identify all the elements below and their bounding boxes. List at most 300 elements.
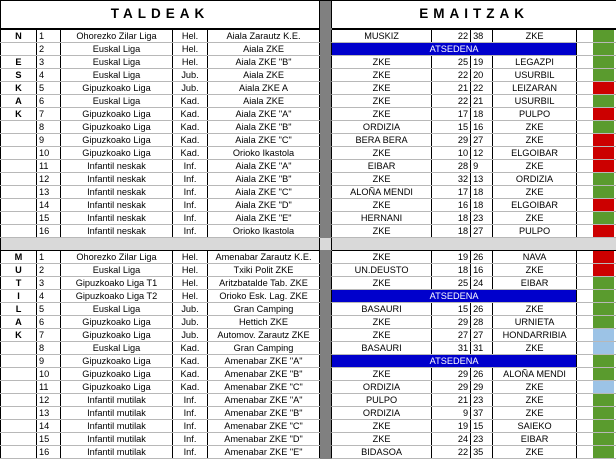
gap-cell-left xyxy=(1,237,320,250)
team-name: Orioko Esk. Lag. ZKE xyxy=(208,289,320,302)
category: Inf. xyxy=(173,432,208,445)
league-name: Infantil neskak xyxy=(61,185,173,198)
table-row xyxy=(1,81,616,94)
results-table-body xyxy=(1,1,616,459)
away-score: 38 xyxy=(471,29,493,43)
category: Jub. xyxy=(173,302,208,315)
result-indicator xyxy=(577,94,616,107)
result-indicator xyxy=(577,107,616,120)
team-name: Aiala ZKE "B" xyxy=(208,55,320,68)
result-indicator xyxy=(577,55,616,68)
table-row xyxy=(1,159,616,172)
category: Inf. xyxy=(173,393,208,406)
row-number: 5 xyxy=(37,302,61,315)
column-separator xyxy=(320,315,332,328)
category: Kad. xyxy=(173,133,208,146)
away-team: ZKE xyxy=(493,159,577,172)
league-name: Gipuzkoako Liga xyxy=(61,81,173,94)
row-number: 3 xyxy=(37,276,61,289)
result-color-bar xyxy=(593,342,614,354)
home-score: 22 xyxy=(432,68,471,81)
team-name: Automov. Zarautz ZKE xyxy=(208,328,320,341)
column-separator xyxy=(320,432,332,445)
home-score: 18 xyxy=(432,211,471,224)
side-letter xyxy=(1,185,37,198)
team-name: Aiala ZKE "C" xyxy=(208,185,320,198)
side-letter xyxy=(1,120,37,133)
column-separator xyxy=(320,55,332,68)
block-gap-row xyxy=(1,237,616,250)
result-indicator xyxy=(577,328,616,341)
row-number: 12 xyxy=(37,393,61,406)
league-name: Infantil neskak xyxy=(61,198,173,211)
team-name: Amenabar ZKE "C" xyxy=(208,419,320,432)
home-team: ZKE xyxy=(332,81,432,94)
away-score: 16 xyxy=(471,263,493,276)
table-row xyxy=(1,250,616,263)
column-separator xyxy=(320,133,332,146)
category: Hel. xyxy=(173,29,208,43)
away-team: URNIETA xyxy=(493,315,577,328)
table-row xyxy=(1,185,616,198)
row-number: 15 xyxy=(37,211,61,224)
side-letter xyxy=(1,146,37,159)
side-letter: I xyxy=(1,289,37,302)
away-team: LEGAZPI xyxy=(493,55,577,68)
league-name: Gipuzkoako Liga T2 xyxy=(61,289,173,302)
home-team: ORDIZIA xyxy=(332,380,432,393)
category: Inf. xyxy=(173,445,208,458)
result-indicator xyxy=(577,224,616,237)
column-separator xyxy=(320,367,332,380)
column-separator xyxy=(320,328,332,341)
away-score: 26 xyxy=(471,250,493,263)
result-indicator xyxy=(577,133,616,146)
column-separator xyxy=(320,159,332,172)
home-score: 19 xyxy=(432,419,471,432)
team-name: Aiala ZKE xyxy=(208,94,320,107)
result-indicator xyxy=(577,380,616,393)
home-score: 17 xyxy=(432,107,471,120)
category: Kad. xyxy=(173,367,208,380)
side-letter: E xyxy=(1,55,37,68)
table-row xyxy=(1,419,616,432)
row-number: 7 xyxy=(37,107,61,120)
category: Hel. xyxy=(173,55,208,68)
home-team: ALOÑA MENDI xyxy=(332,185,432,198)
league-name: Infantil mutilak xyxy=(61,445,173,458)
home-team: UN.DEUSTO xyxy=(332,263,432,276)
home-team: ZKE xyxy=(332,224,432,237)
column-separator xyxy=(320,354,332,367)
column-separator xyxy=(320,341,332,354)
team-name: Amenabar ZKE "D" xyxy=(208,432,320,445)
home-team: ZKE xyxy=(332,328,432,341)
league-name: Gipuzkoako Liga xyxy=(61,354,173,367)
team-name: Aiala ZKE "A" xyxy=(208,159,320,172)
row-number: 10 xyxy=(37,367,61,380)
away-team: ALOÑA MENDI xyxy=(493,367,577,380)
away-team: HONDARRIBIA xyxy=(493,328,577,341)
home-score: 29 xyxy=(432,380,471,393)
away-score: 27 xyxy=(471,224,493,237)
away-score: 28 xyxy=(471,315,493,328)
category: Inf. xyxy=(173,406,208,419)
result-color-bar xyxy=(593,82,614,94)
league-name: Gipuzkoako Liga xyxy=(61,328,173,341)
home-score: 22 xyxy=(432,29,471,43)
home-score: 31 xyxy=(432,341,471,354)
side-letter: L xyxy=(1,302,37,315)
category: Jub. xyxy=(173,81,208,94)
league-name: Infantil neskak xyxy=(61,159,173,172)
result-indicator xyxy=(577,159,616,172)
team-name: Aritzbatalde Tab. ZKE xyxy=(208,276,320,289)
column-separator xyxy=(320,302,332,315)
away-team: ZKE xyxy=(493,120,577,133)
column-separator xyxy=(320,419,332,432)
table-row xyxy=(1,120,616,133)
away-score: 18 xyxy=(471,107,493,120)
table-row xyxy=(1,224,616,237)
result-indicator xyxy=(577,445,616,458)
league-name: Gipuzkoako Liga T1 xyxy=(61,276,173,289)
away-score: 37 xyxy=(471,406,493,419)
table-row xyxy=(1,445,616,458)
side-letter: K xyxy=(1,107,37,120)
row-number: 14 xyxy=(37,419,61,432)
home-team: ZKE xyxy=(332,107,432,120)
category: Jub. xyxy=(173,315,208,328)
category: Kad. xyxy=(173,94,208,107)
result-indicator xyxy=(577,185,616,198)
category: Kad. xyxy=(173,107,208,120)
away-team: ZKE xyxy=(493,185,577,198)
row-number: 7 xyxy=(37,328,61,341)
away-team: ELGOIBAR xyxy=(493,146,577,159)
column-separator xyxy=(320,224,332,237)
result-color-bar xyxy=(593,407,614,419)
result-indicator xyxy=(577,341,616,354)
team-name: Gran Camping xyxy=(208,341,320,354)
row-number: 8 xyxy=(37,120,61,133)
column-separator xyxy=(320,146,332,159)
result-indicator xyxy=(577,211,616,224)
table-row xyxy=(1,341,616,354)
home-team: ZKE xyxy=(332,146,432,159)
home-score: 19 xyxy=(432,250,471,263)
away-team: ZKE xyxy=(493,341,577,354)
column-separator xyxy=(320,393,332,406)
column-separator xyxy=(320,263,332,276)
away-team: ELGOIBAR xyxy=(493,198,577,211)
result-indicator xyxy=(577,250,616,263)
away-team: PULPO xyxy=(493,224,577,237)
home-team: HERNANI xyxy=(332,211,432,224)
away-score: 15 xyxy=(471,419,493,432)
result-color-bar xyxy=(593,212,614,224)
result-color-bar xyxy=(593,186,614,198)
category: Inf. xyxy=(173,198,208,211)
home-score: 10 xyxy=(432,146,471,159)
row-number: 1 xyxy=(37,29,61,43)
table-row xyxy=(1,68,616,81)
team-name: Gran Camping xyxy=(208,302,320,315)
table-row xyxy=(1,172,616,185)
row-number: 9 xyxy=(37,354,61,367)
away-score: 16 xyxy=(471,120,493,133)
result-color-bar xyxy=(593,147,614,159)
away-score: 18 xyxy=(471,185,493,198)
team-name: Aiala Zarautz K.E. xyxy=(208,29,320,43)
row-number: 5 xyxy=(37,81,61,94)
league-name: Ohorezko Zilar Liga xyxy=(61,250,173,263)
side-letter: A xyxy=(1,315,37,328)
side-letter xyxy=(1,393,37,406)
away-score: 9 xyxy=(471,159,493,172)
away-team: ZKE xyxy=(493,445,577,458)
team-name: Aiala ZKE A xyxy=(208,81,320,94)
league-name: Infantil neskak xyxy=(61,224,173,237)
category: Inf. xyxy=(173,419,208,432)
away-team: ZKE xyxy=(493,211,577,224)
away-score: 23 xyxy=(471,211,493,224)
column-separator xyxy=(320,237,332,250)
result-indicator xyxy=(577,315,616,328)
side-letter: K xyxy=(1,328,37,341)
team-name: Aiala ZKE "E" xyxy=(208,211,320,224)
side-letter: T xyxy=(1,276,37,289)
category: Hel. xyxy=(173,276,208,289)
league-name: Infantil neskak xyxy=(61,211,173,224)
home-team: ZKE xyxy=(332,315,432,328)
result-color-bar xyxy=(593,225,614,237)
row-number: 16 xyxy=(37,224,61,237)
team-name: Aiala ZKE "C" xyxy=(208,133,320,146)
away-team: USURBIL xyxy=(493,68,577,81)
team-name: Orioko Ikastola xyxy=(208,146,320,159)
team-name: Txiki Polit ZKE xyxy=(208,263,320,276)
row-number: 2 xyxy=(37,263,61,276)
result-color-bar xyxy=(593,264,614,276)
home-team: ORDIZIA xyxy=(332,406,432,419)
side-letter xyxy=(1,159,37,172)
result-indicator xyxy=(577,29,616,43)
result-color-bar xyxy=(593,290,614,302)
home-score: 22 xyxy=(432,94,471,107)
atsedena-label: ATSEDENA xyxy=(332,354,577,367)
side-letter: N xyxy=(1,29,37,43)
category: Kad. xyxy=(173,354,208,367)
category: Inf. xyxy=(173,224,208,237)
away-score: 31 xyxy=(471,341,493,354)
league-name: Infantil neskak xyxy=(61,172,173,185)
category: Jub. xyxy=(173,68,208,81)
result-color-bar xyxy=(593,160,614,172)
row-number: 6 xyxy=(37,94,61,107)
result-color-bar xyxy=(593,56,614,68)
side-letter xyxy=(1,224,37,237)
league-name: Euskal Liga xyxy=(61,302,173,315)
league-name: Infantil mutilak xyxy=(61,393,173,406)
team-name: Aiala ZKE "B" xyxy=(208,120,320,133)
side-letter xyxy=(1,380,37,393)
result-color-bar xyxy=(593,95,614,107)
home-team: ZKE xyxy=(332,276,432,289)
league-name: Gipuzkoako Liga xyxy=(61,380,173,393)
result-color-bar xyxy=(593,381,614,393)
away-team: PULPO xyxy=(493,107,577,120)
column-separator xyxy=(320,81,332,94)
category: Inf. xyxy=(173,159,208,172)
league-name: Infantil mutilak xyxy=(61,432,173,445)
result-indicator xyxy=(577,198,616,211)
home-team: BIDASOA xyxy=(332,445,432,458)
table-row xyxy=(1,263,616,276)
row-number: 11 xyxy=(37,380,61,393)
row-number: 11 xyxy=(37,159,61,172)
away-score: 35 xyxy=(471,445,493,458)
away-team: ZKE xyxy=(493,302,577,315)
result-indicator xyxy=(577,419,616,432)
category: Kad. xyxy=(173,341,208,354)
category: Kad. xyxy=(173,120,208,133)
league-name: Euskal Liga xyxy=(61,68,173,81)
home-score: 27 xyxy=(432,328,471,341)
team-name: Aiala ZKE "D" xyxy=(208,198,320,211)
side-letter: U xyxy=(1,263,37,276)
home-score: 21 xyxy=(432,393,471,406)
result-color-bar xyxy=(593,316,614,328)
league-name: Gipuzkoako Liga xyxy=(61,133,173,146)
table-row xyxy=(1,302,616,315)
category: Inf. xyxy=(173,185,208,198)
row-number: 13 xyxy=(37,406,61,419)
side-letter xyxy=(1,419,37,432)
home-team: BASAURI xyxy=(332,302,432,315)
result-indicator xyxy=(577,432,616,445)
league-name: Euskal Liga xyxy=(61,263,173,276)
side-letter xyxy=(1,354,37,367)
result-color-bar xyxy=(593,69,614,81)
home-score: 32 xyxy=(432,172,471,185)
side-letter xyxy=(1,133,37,146)
side-letter: K xyxy=(1,81,37,94)
home-score: 15 xyxy=(432,302,471,315)
away-score: 27 xyxy=(471,328,493,341)
side-letter xyxy=(1,367,37,380)
side-letter xyxy=(1,432,37,445)
table-row xyxy=(1,380,616,393)
team-name: Amenabar ZKE "E" xyxy=(208,445,320,458)
away-score: 24 xyxy=(471,276,493,289)
team-name: Amenabar ZKE "A" xyxy=(208,393,320,406)
home-team: MUSKIZ xyxy=(332,29,432,43)
home-team: ZKE xyxy=(332,94,432,107)
home-score: 25 xyxy=(432,55,471,68)
away-team: SAIEKO xyxy=(493,419,577,432)
taldeak-header: TALDEAK xyxy=(1,1,320,29)
side-letter xyxy=(1,172,37,185)
column-separator xyxy=(320,289,332,302)
result-color-bar xyxy=(593,277,614,289)
column-separator xyxy=(320,198,332,211)
column-separator xyxy=(320,172,332,185)
league-name: Euskal Liga xyxy=(61,55,173,68)
table-row xyxy=(1,289,616,302)
side-letter xyxy=(1,445,37,458)
home-score: 17 xyxy=(432,185,471,198)
home-team: BERA BERA xyxy=(332,133,432,146)
row-number: 12 xyxy=(37,172,61,185)
result-color-bar xyxy=(593,446,614,458)
column-separator xyxy=(320,211,332,224)
category: Hel. xyxy=(173,250,208,263)
row-number: 4 xyxy=(37,289,61,302)
result-color-bar xyxy=(593,368,614,380)
result-indicator xyxy=(577,42,616,55)
result-color-bar xyxy=(593,199,614,211)
category: Kad. xyxy=(173,380,208,393)
team-name: Aiala ZKE xyxy=(208,68,320,81)
table-row xyxy=(1,107,616,120)
column-separator xyxy=(320,68,332,81)
away-score: 23 xyxy=(471,393,493,406)
result-color-bar xyxy=(593,420,614,432)
table-row xyxy=(1,354,616,367)
result-color-bar xyxy=(593,30,614,42)
column-separator xyxy=(320,445,332,458)
result-color-bar xyxy=(593,251,614,263)
league-name: Gipuzkoako Liga xyxy=(61,367,173,380)
away-score: 13 xyxy=(471,172,493,185)
column-separator xyxy=(320,250,332,263)
away-score: 22 xyxy=(471,81,493,94)
home-team: EIBAR xyxy=(332,159,432,172)
away-team: ZKE xyxy=(493,29,577,43)
home-score: 29 xyxy=(432,367,471,380)
team-name: Orioko Ikastola xyxy=(208,224,320,237)
home-score: 9 xyxy=(432,406,471,419)
category: Kad. xyxy=(173,146,208,159)
column-separator xyxy=(320,406,332,419)
result-indicator xyxy=(577,367,616,380)
home-team: ZKE xyxy=(332,68,432,81)
table-row xyxy=(1,198,616,211)
table-row xyxy=(1,406,616,419)
side-letter: A xyxy=(1,94,37,107)
table-row xyxy=(1,94,616,107)
result-indicator xyxy=(577,406,616,419)
column-separator xyxy=(320,29,332,43)
away-team: ZKE xyxy=(493,263,577,276)
table-row xyxy=(1,328,616,341)
row-number: 4 xyxy=(37,68,61,81)
home-score: 24 xyxy=(432,432,471,445)
side-letter xyxy=(1,406,37,419)
atsedena-label: ATSEDENA xyxy=(332,42,577,55)
result-indicator xyxy=(577,393,616,406)
away-team: ORDIZIA xyxy=(493,172,577,185)
category: Inf. xyxy=(173,172,208,185)
home-team: ZKE xyxy=(332,55,432,68)
category: Hel. xyxy=(173,263,208,276)
home-team: ZKE xyxy=(332,250,432,263)
column-separator xyxy=(320,1,332,29)
result-color-bar xyxy=(593,394,614,406)
home-score: 25 xyxy=(432,276,471,289)
away-team: ZKE xyxy=(493,133,577,146)
